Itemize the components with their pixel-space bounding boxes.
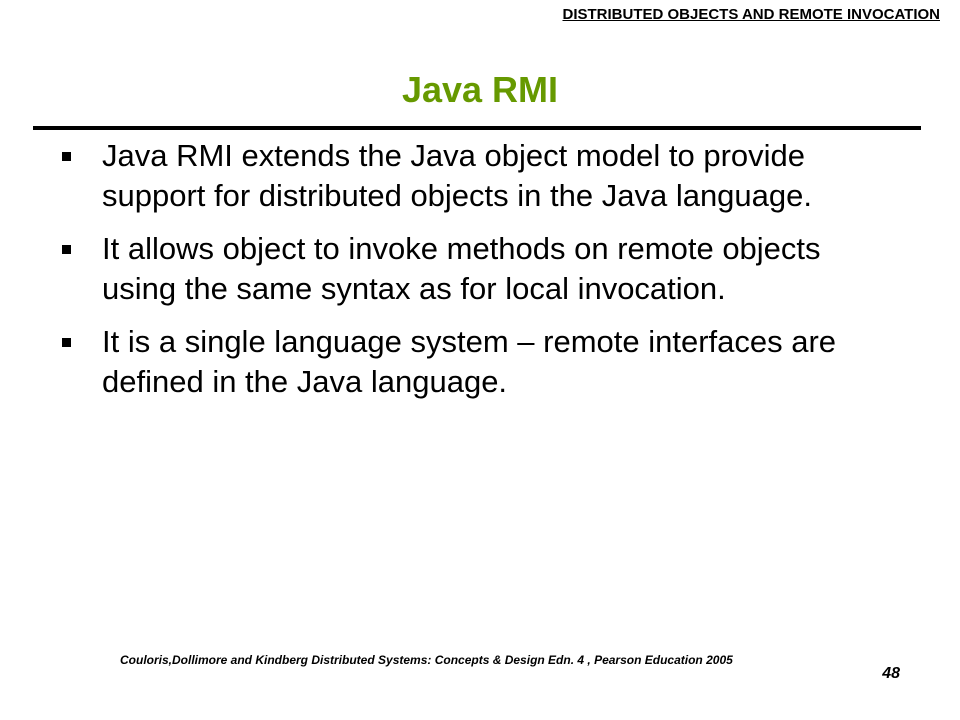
bullet-item <box>62 322 852 402</box>
square-bullet-icon <box>62 245 71 254</box>
bullet-text: It is a single language system – remote interfaces are defined in the Java language. <box>102 324 837 399</box>
title-divider <box>33 126 921 130</box>
bullet-text: It allows object to invoke methods on remote objects using the same syntax as for local invocation. <box>102 231 821 306</box>
bullet-item <box>62 229 852 309</box>
bullet-list <box>62 136 852 415</box>
citation: Couloris,Dollimore and Kindberg Distributed Systems: Concepts & Design Edn. 4 , Pearson Education 2005 <box>120 653 733 667</box>
bullet-item <box>62 136 852 216</box>
slide-title: Java RMI <box>401 69 559 110</box>
page-number: 48 <box>882 665 900 682</box>
bullet-text: Java RMI extends the Java object model to provide support for distributed objects in the Java language. <box>102 138 813 213</box>
square-bullet-icon <box>62 152 71 161</box>
section-header: DISTRIBUTED OBJECTS AND REMOTE INVOCATION <box>562 6 940 23</box>
square-bullet-icon <box>62 338 71 347</box>
